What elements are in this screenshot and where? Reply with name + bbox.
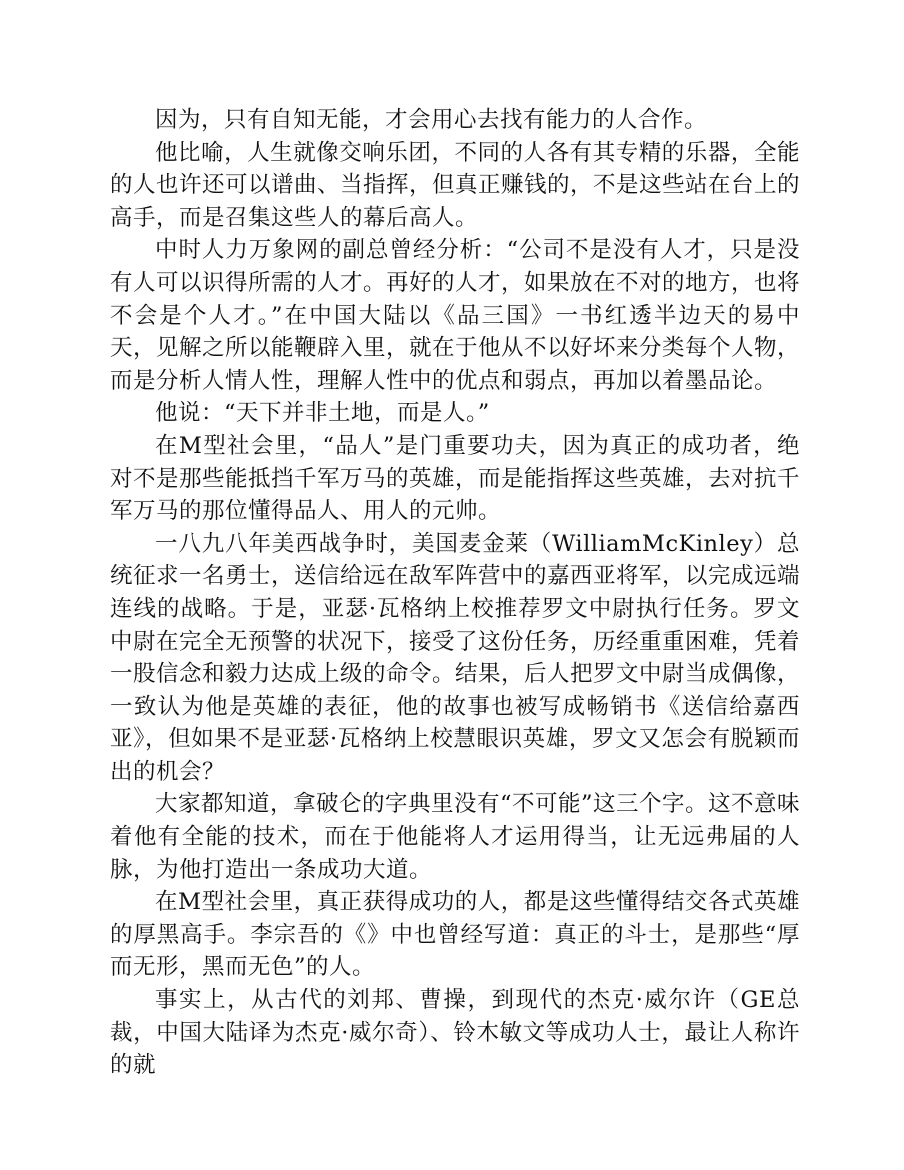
paragraph: 在M型社会里，“品人”是门重要功夫，因为真正的成功者，绝对不是那些能抵挡千军万马的英雄，而是能指挥这些英雄，去对抗千军万马的那位懂得品人、用人的元帅。 — [110, 432, 801, 525]
paragraph: 在M型社会里，真正获得成功的人，都是这些懂得结交各式英雄的厚黑高手。李宗吾的《》中也曾经写道：真正的斗士，是那些“厚而无形，黑而无色”的人。 — [110, 889, 800, 981]
document-page — [110, 104, 800, 1082]
paragraph: 大家都知道，拿破仑的字典里没有“不可能”这三个字。这不意味着他有全能的技术，而在于他能将人才运用得当，让无远弗届的人脉，为他打造出一条成功大道。 — [110, 791, 801, 883]
paragraph: 一八九八年美西战争时，美国麦金莱（WilliamMcKinley）总统征求一名勇士，送信给远在敌军阵营中的嘉西亚将军，以完成远端连线的战略。于是，亚瑟·瓦格纳上校推荐罗文中尉执行任务。罗文中尉在完全无预警的状况下，接受了这份任务，历经重重困难，凭着一股信念和毅力达成上级的命令。结果，后人把罗文中尉当成偶像，一致认为他是英雄的表征，他的故事也被写成畅销书《送信给嘉西亚》，但如果不是亚瑟·瓦格纳上校慧眼识英雄，罗文又怎会有脱颖而出的机会？ — [110, 530, 801, 785]
paragraph: 他说：“天下并非土地，而是人。” — [155, 400, 490, 427]
paragraph: 中时人力万象网的副总曾经分析：“公司不是没有人才，只是没有人可以识得所需的人才。再好的人才，如果放在不对的地方，也将不会是个人才。”在中国大陆以《品三国》一书红透半边天的易中天，见解之所以能鞭辟入里，就在于他从不以好坏来分类每个人物，而是分析人情人性，理解人性中的优点和弱点，再加以着墨品论。 — [110, 237, 801, 394]
paragraph: 事实上，从古代的刘邦、曹操，到现代的杰克·威尔许（GE总裁，中国大陆译为杰克·威尔奇）、铃木敏文等成功人士，最让人称许的就 — [110, 987, 800, 1079]
paragraph: 他比喻，人生就像交响乐团，不同的人各有其专精的乐器，全能的人也许还可以谱曲、当指挥，但真正赚钱的，不是这些站在台上的高手，而是召集这些人的幕后高人。 — [110, 139, 801, 231]
paragraph: 因为，只有自知无能，才会用心去找有能力的人合作。 — [155, 107, 708, 133]
